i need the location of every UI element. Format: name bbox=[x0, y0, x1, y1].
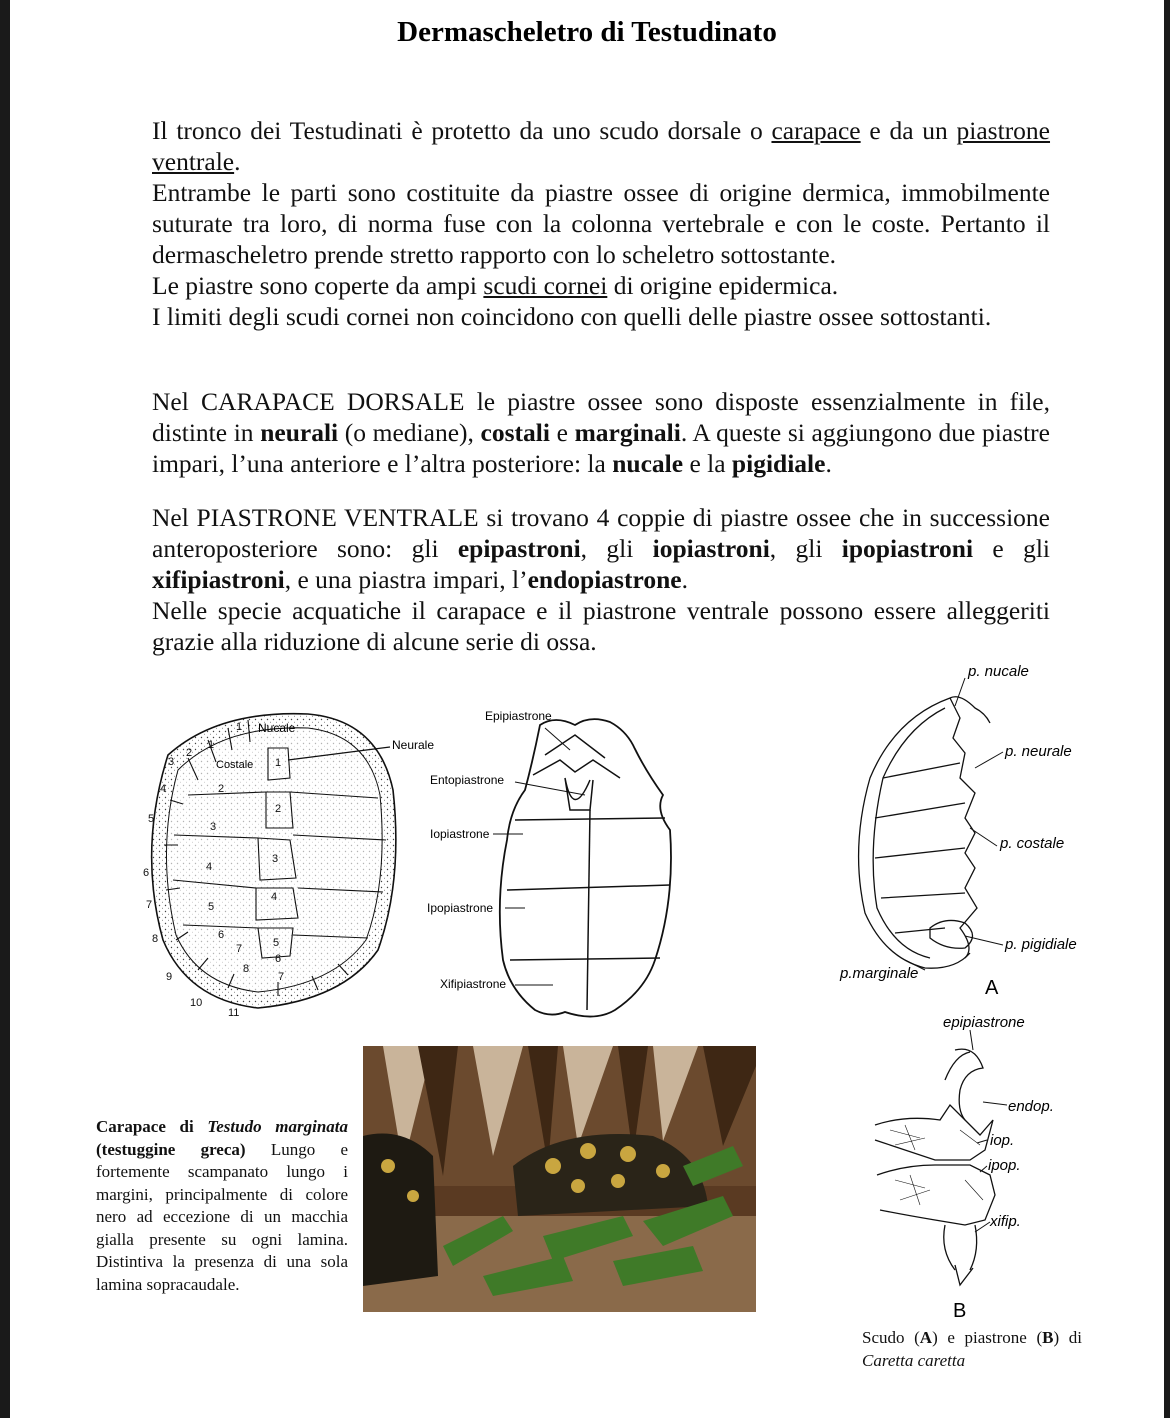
neural-number-6: 6 bbox=[275, 953, 282, 965]
plastron-diagram bbox=[415, 700, 715, 1030]
text: , gli bbox=[769, 534, 842, 563]
neural-number-1: 1 bbox=[275, 757, 282, 769]
tortoise-photo-svg bbox=[363, 1046, 756, 1312]
text: . A queste si aggiungono due piastre impari, l’una anteriore e l’altra posteriore: la bbox=[152, 418, 1050, 478]
term-pigidiale: pigidiale bbox=[731, 449, 826, 478]
intro-sentence-3 bbox=[152, 270, 1050, 301]
term-epipastroni: epipastroni bbox=[457, 534, 581, 563]
label-figure-b: B bbox=[953, 1300, 967, 1322]
text: Nel CARAPACE DORSALE le piastre ossee sono disposte essenzialmente in file, distinte in bbox=[152, 387, 1050, 447]
plastron-svg bbox=[415, 700, 715, 1030]
text: di origine epidermica. bbox=[607, 271, 839, 300]
label-p-marginale: p.marginale bbox=[840, 965, 919, 982]
costal-number-6: 6 bbox=[218, 929, 225, 941]
label-ipopiastrone: Ipopiastrone bbox=[427, 901, 494, 915]
document-page bbox=[10, 0, 1164, 1418]
marginal-number-10: 10 bbox=[190, 997, 203, 1009]
text: , e una piastra impari, l’ bbox=[284, 565, 528, 594]
label-nucale: Nucale bbox=[258, 721, 296, 735]
marginal-number-9: 9 bbox=[166, 971, 173, 983]
neural-number-5: 5 bbox=[273, 937, 280, 949]
term-xifipiastroni: xifipiastroni bbox=[152, 565, 285, 594]
intro-paragraph bbox=[152, 115, 1050, 332]
plastron-sentence-2: Nelle specie acquatiche il carapace e il piastrone ventrale possono essere alleggeriti grazie alla riduzione di alcune serie di ossa. bbox=[152, 596, 1050, 656]
costal-number-3: 3 bbox=[210, 821, 217, 833]
species-name: Caretta caretta bbox=[862, 1350, 966, 1370]
carapace-text bbox=[152, 386, 1050, 479]
plastron-paragraph bbox=[152, 502, 1050, 657]
term-scudi-cornei: scudi cornei bbox=[483, 271, 608, 300]
text: Le piastre sono coperte da ampi bbox=[152, 271, 484, 300]
marginal-number-8: 8 bbox=[152, 933, 159, 945]
label-epipiastrone: Epipiastrone bbox=[485, 709, 552, 723]
figure-a-carapace bbox=[825, 658, 1085, 1003]
marginal-number-6: 6 bbox=[143, 867, 150, 879]
text: (testuggine greca) bbox=[96, 1139, 246, 1159]
carapace-paragraph bbox=[152, 386, 1050, 479]
neural-number-4: 4 bbox=[271, 891, 278, 903]
text: e da un bbox=[860, 116, 957, 145]
costal-number-4: 4 bbox=[206, 861, 213, 873]
term-costali: costali bbox=[480, 418, 550, 447]
label-entopiastrone: Entopiastrone bbox=[430, 773, 505, 787]
term-piastrone-ventrale: piastrone ventrale bbox=[152, 116, 1051, 176]
text: Scudo ( bbox=[862, 1328, 920, 1347]
term-iopiastroni: iopiastroni bbox=[652, 534, 770, 563]
marginal-number-11: 11 bbox=[228, 1007, 240, 1019]
term-ipopiastroni: ipopiastroni bbox=[841, 534, 974, 563]
text: , gli bbox=[580, 534, 653, 563]
figure-a-svg bbox=[825, 658, 1085, 1003]
costal-number-2: 2 bbox=[218, 783, 225, 795]
label-epipiastrone-b: epipiastrone bbox=[943, 1014, 1025, 1031]
label-p-neurale: p. neurale bbox=[1005, 743, 1072, 760]
costal-number-1: 1 bbox=[236, 721, 243, 733]
marginal-number-5: 5 bbox=[148, 813, 155, 825]
label-p-costale: p. costale bbox=[1000, 835, 1065, 852]
figure-ab-caption bbox=[862, 1327, 1082, 1372]
label-neurale: Neurale bbox=[392, 738, 435, 752]
text: e bbox=[549, 418, 575, 447]
neural-number-7: 7 bbox=[278, 971, 285, 983]
text: . bbox=[681, 565, 688, 594]
marginal-number-7: 7 bbox=[146, 899, 153, 911]
figure-b-svg bbox=[865, 1010, 1085, 1325]
costal-number-5: 5 bbox=[208, 901, 215, 913]
label-xifip: xifip. bbox=[990, 1213, 1021, 1230]
text: A bbox=[919, 1328, 933, 1347]
page-title: Dermascheletro di Testudinato bbox=[397, 16, 777, 48]
costal-number-7: 7 bbox=[236, 943, 243, 955]
marginal-number-1: 1 bbox=[208, 739, 215, 751]
plastron-text bbox=[152, 502, 1050, 595]
figure-b-plastron bbox=[865, 1010, 1085, 1325]
intro-sentence-1 bbox=[152, 115, 1050, 177]
photo-caption bbox=[96, 1116, 348, 1310]
label-p-pigidiale: p. pigidiale bbox=[1005, 936, 1077, 953]
term-carapace: carapace bbox=[771, 116, 861, 145]
term-neurali: neurali bbox=[260, 418, 339, 447]
neural-number-2: 2 bbox=[275, 803, 282, 815]
label-figure-a: A bbox=[985, 977, 999, 999]
text: ) e piastrone ( bbox=[932, 1328, 1043, 1347]
marginal-number-2: 2 bbox=[186, 747, 193, 759]
tortoise-photo bbox=[363, 1046, 756, 1312]
text: . bbox=[234, 147, 241, 176]
carapace-diagram bbox=[128, 700, 458, 1030]
text: ) di bbox=[1053, 1328, 1082, 1347]
intro-sentence-4: I limiti degli scudi cornei non coincidono con quelli delle piastre ossee sottostanti. bbox=[152, 302, 992, 331]
label-xifipiastrone: Xifipiastrone bbox=[440, 977, 507, 991]
text: Carapace di bbox=[96, 1117, 208, 1136]
carapace-svg bbox=[128, 700, 458, 1030]
costal-number-8: 8 bbox=[243, 963, 250, 975]
label-p-nucale: p. nucale bbox=[968, 663, 1029, 680]
text: e la bbox=[683, 449, 732, 478]
species-name: Testudo marginata bbox=[207, 1117, 348, 1136]
text: e gli bbox=[973, 534, 1050, 563]
term-marginali: marginali bbox=[574, 418, 681, 447]
text: Il tronco dei Testudinati è protetto da uno scudo dorsale o bbox=[152, 116, 772, 145]
label-costale: Costale bbox=[216, 759, 254, 771]
caption-text: Lungo e fortemente scampanato lungo i margini, principalmente di colore nero ad eccezione di un macchia gialla presente su ogni lamina. Distintiva la presenza di una sola lamina sopracaudale. bbox=[96, 1139, 348, 1294]
text: B bbox=[1042, 1328, 1054, 1347]
label-endop: endop. bbox=[1008, 1098, 1054, 1115]
marginal-number-3: 3 bbox=[168, 756, 175, 768]
text: . bbox=[825, 449, 832, 478]
intro-sentence-2: Entrambe le parti sono costituite da piastre ossee di origine dermica, immobilmente suturate tra loro, di norma fuse con la colonna vertebrale e con le coste. Pertanto il dermascheletro prende stretto rapporto con lo scheletro sottostante. bbox=[152, 178, 1050, 269]
text: (o mediane), bbox=[338, 418, 481, 447]
label-iop: iop. bbox=[990, 1132, 1015, 1149]
term-endopiastrone: endopiastrone bbox=[527, 565, 682, 594]
neural-number-3: 3 bbox=[272, 853, 279, 865]
marginal-number-4: 4 bbox=[160, 783, 167, 795]
label-ipop: ipop. bbox=[988, 1157, 1021, 1174]
term-nucale: nucale bbox=[612, 449, 684, 478]
text: Nel PIASTRONE VENTRALE si trovano 4 coppie di piastre ossee che in successione anteroposteriore sono: gli bbox=[152, 503, 1050, 563]
label-iopiastrone: Iopiastrone bbox=[430, 827, 490, 841]
